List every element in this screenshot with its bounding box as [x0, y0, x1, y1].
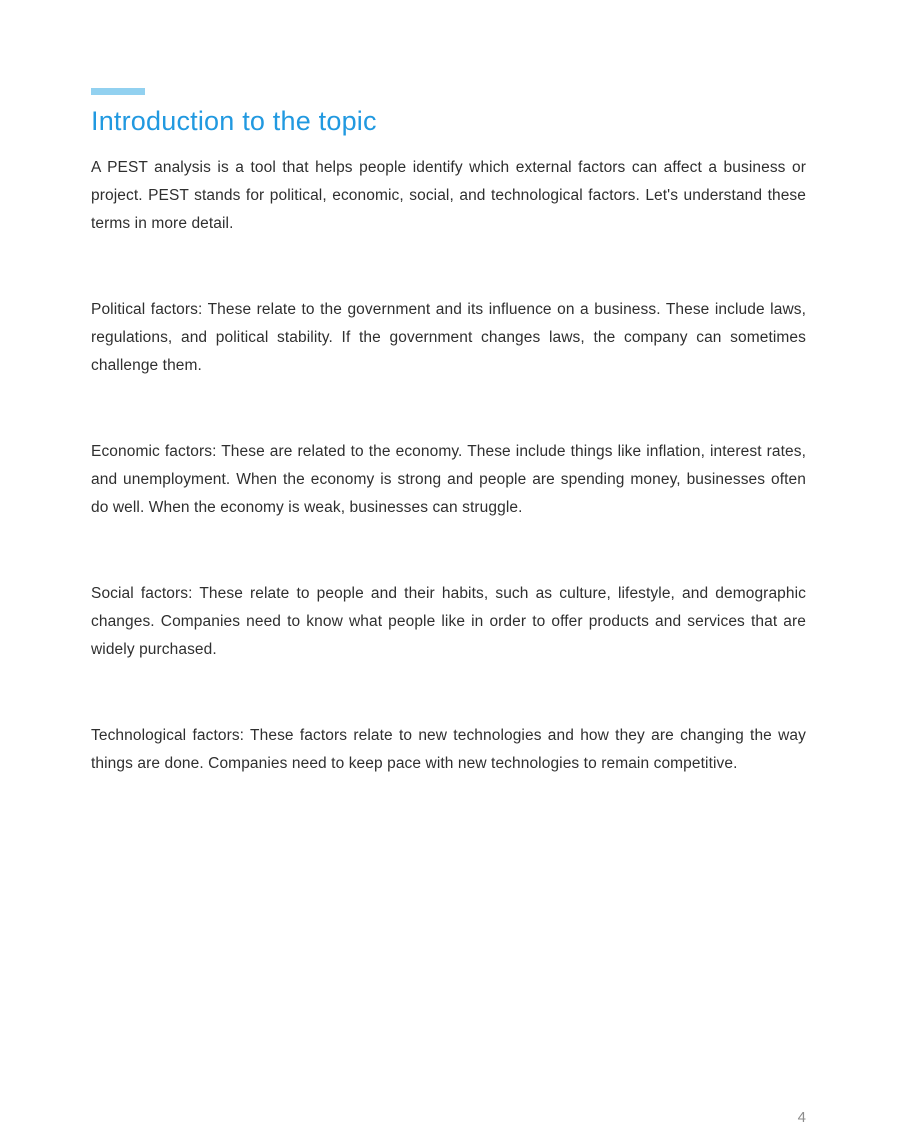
page-title: Introduction to the topic — [91, 106, 377, 136]
paragraph-economic-factors: Economic factors: These are related to the economy. These include things like inflation, interest rates, and unemployment. When the economy is strong and people are spending money, businesses often do well. When the economy is weak, businesses can struggle. — [91, 443, 806, 516]
paragraph-technological-factors: Technological factors: These factors relate to new technologies and how they are changing the way things are done. Companies need to keep pace with new technologies to remain competitive. — [91, 727, 806, 772]
heading-accent-bar — [91, 88, 145, 95]
paragraph-political-factors: Political factors: These relate to the government and its influence on a business. These include laws, regulations, and political stability. If the government changes laws, the company can sometimes challenge them. — [91, 301, 806, 374]
page-content — [91, 88, 806, 836]
body-text — [91, 154, 806, 778]
page-number: 4 — [797, 1109, 806, 1126]
paragraph-social-factors: Social factors: These relate to people and their habits, such as culture, lifestyle, and demographic changes. Companies need to know what people like in order to offer products and services that are widely purchased. — [91, 585, 806, 658]
paragraph-intro: A PEST analysis is a tool that helps people identify which external factors can affect a business or project. PEST stands for political, economic, social, and technological factors. Let's understand these terms in more detail. — [91, 159, 806, 232]
